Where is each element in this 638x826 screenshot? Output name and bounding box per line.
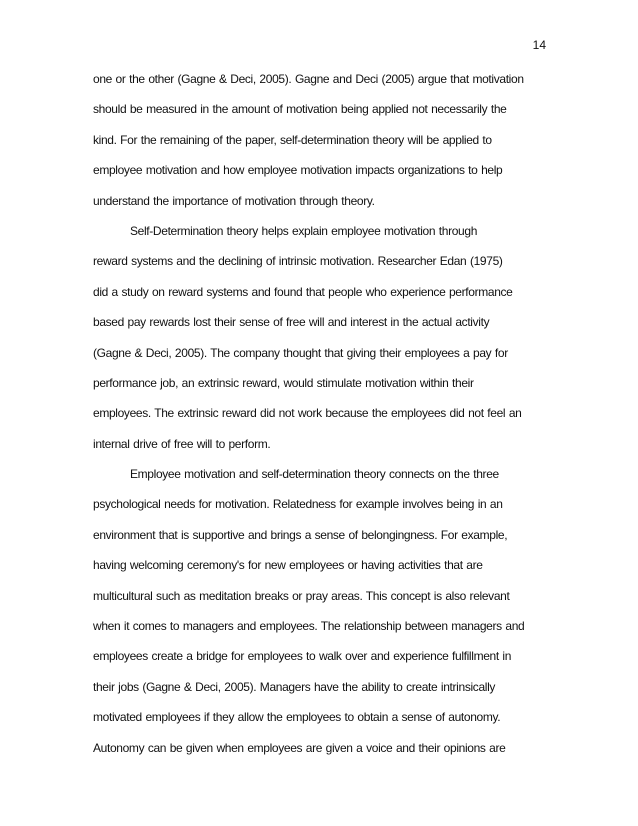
- text-line: one or the other (Gagne & Deci, 2005). Gagne and Deci (2005) argue that motivation: [93, 72, 524, 86]
- text-line: should be measured in the amount of motivation being applied not necessarily the: [93, 102, 507, 117]
- text-line: (Gagne & Deci, 2005). The company thought that giving their employees a pay for: [93, 345, 508, 360]
- paragraph-first-line: Self-Determination theory helps explain employee motivation through: [130, 223, 478, 238]
- text-line: understand the importance of motivation through theory.: [93, 193, 375, 208]
- text-line: reward systems and the declining of intrinsic motivation. Researcher Edan (1975): [93, 254, 503, 269]
- text-line: based pay rewards lost their sense of free will and interest in the actual activity: [93, 315, 490, 330]
- text-line: when it comes to managers and employees. The relationship between managers and: [93, 619, 525, 634]
- text-line: psychological needs for motivation. Relatedness for example involves being in an: [93, 497, 503, 512]
- text-line: did a study on reward systems and found that people who experience performance: [93, 284, 513, 299]
- text-line: kind. For the remaining of the paper, self-determination theory will be applied to: [93, 132, 492, 147]
- text-line: employees create a bridge for employees to walk over and experience fulfillment in: [93, 649, 512, 664]
- text-line: their jobs (Gagne & Deci, 2005). Managers have the ability to create intrinsically: [93, 679, 496, 694]
- text-line: internal drive of free will to perform.: [93, 436, 271, 451]
- text-line: employees. The extrinsic reward did not work because the employees did not feel an: [93, 406, 522, 421]
- text-line: performance job, an extrinsic reward, would stimulate motivation within their: [93, 375, 474, 390]
- text-line: Autonomy can be given when employees are given a voice and their opinions are: [93, 740, 506, 755]
- text-line: motivated employees if they allow the employees to obtain a sense of autonomy.: [93, 710, 501, 725]
- page-number: 14: [532, 38, 546, 52]
- text-line: employee motivation and how employee motivation impacts organizations to help: [93, 163, 503, 178]
- text-line: multicultural such as meditation breaks or pray areas. This concept is also relevant: [93, 588, 510, 603]
- body-text: [93, 71, 553, 770]
- text-line: having welcoming ceremony's for new employees or having activities that are: [93, 558, 483, 573]
- paragraph-first-line: Employee motivation and self-determination theory connects on the three: [130, 467, 499, 482]
- text-line: environment that is supportive and brings a sense of belongingness. For example,: [93, 527, 508, 542]
